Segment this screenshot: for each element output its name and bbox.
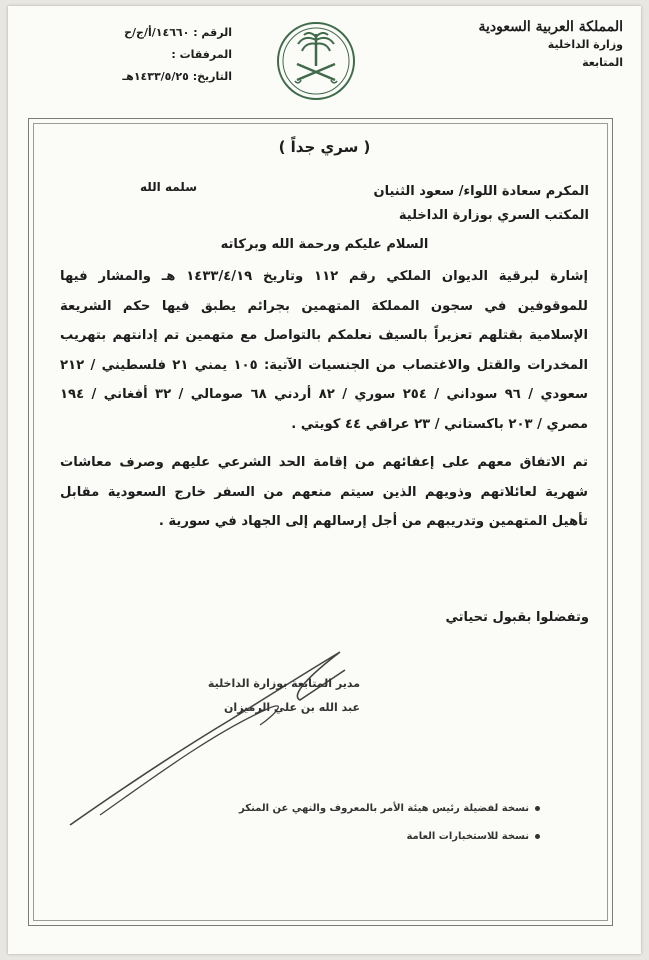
signature-block bbox=[150, 672, 360, 720]
closing-line: وتفضلوا بقبول تحياتي bbox=[445, 610, 589, 625]
reference-number: الرقم : ١٤٦٦٠/أ/ج/ح bbox=[124, 26, 232, 39]
letter-body bbox=[60, 262, 588, 537]
copies-list bbox=[200, 795, 540, 851]
body-paragraph-1: إشارة لبرقية الديوان الملكي رقم ١١٢ وتاريخ ١٤٣٣/٤/١٩ هـ والمشار فيها للموقوفين في سجون المملكة المتهمين بجرائم يطبق فيها حكم الشريعة الإسلامية بقتلهم تعزيراً بالسيف نعلمكم بالتواصل مع متهمين تم إدانتهم بتهريب المخدرات والقتل والاغتصاب من الجنسيات الآتية: ١٠٥ يمني ٢١ فلسطيني / ٢١٢ سعودي / ٩٦ سوداني / ٢٥٤ سوري / ٨٢ أردني ٦٨ صومالي / ٣٢ أفغاني / ١٩٤ مصري / ٢٠٣ باكستاني / ٢٣ عراقي ٤٤ كويتي . bbox=[60, 269, 589, 432]
copy-item-text: نسخة للاستخبارات العامة bbox=[406, 831, 529, 842]
addressee-line-1: المكرم سعادة اللواء/ سعود الثنيان bbox=[373, 184, 589, 199]
body-paragraph-2: تم الاتفاق معهم على إعفائهم من إقامة الحد الشرعي عليهم وصرف معاشات شهرية لعائلاتهم وذويهم الذين سيتم منعهم من السفر خارج السعودية مقابل تأهيل المتهمين وتدريبهم من أجل إرسالهم إلى الجهاد في سورية . bbox=[60, 455, 588, 529]
letterhead-left bbox=[22, 22, 232, 88]
copy-item-text: نسخة لفضيلة رئيس هيئة الأمر بالمعروف والنهي عن المنكر bbox=[239, 803, 529, 814]
kingdom-name: المملكة العربية السعودية bbox=[478, 19, 623, 35]
attachments-label: المرفقات : bbox=[171, 48, 232, 61]
greeting: السلام عليكم ورحمة الله وبركاته bbox=[220, 237, 429, 252]
ministry-name: وزارة الداخلية bbox=[547, 38, 623, 51]
copy-item bbox=[200, 823, 540, 851]
classification-label: ( سري جداً ) bbox=[278, 138, 371, 156]
letterhead-right bbox=[403, 18, 623, 72]
bullet-icon bbox=[535, 834, 540, 839]
copy-item bbox=[200, 795, 540, 823]
department-name: المتابعة bbox=[582, 56, 623, 69]
addressee-block bbox=[159, 180, 589, 228]
letter-date: التاريخ: ١٤٣٣/٥/٢٥هـ bbox=[122, 70, 232, 83]
signatory-name: عبد الله بن علي الرميزان bbox=[224, 701, 360, 714]
signatory-title: مدير المتابعة بوزارة الداخلية bbox=[207, 677, 360, 690]
bullet-icon bbox=[535, 806, 540, 811]
addressee-line-2: المكتب السري بوزارة الداخلية bbox=[398, 208, 589, 223]
saudi-emblem-icon bbox=[275, 20, 357, 102]
addressee-salutation: سلمه الله bbox=[140, 180, 197, 194]
